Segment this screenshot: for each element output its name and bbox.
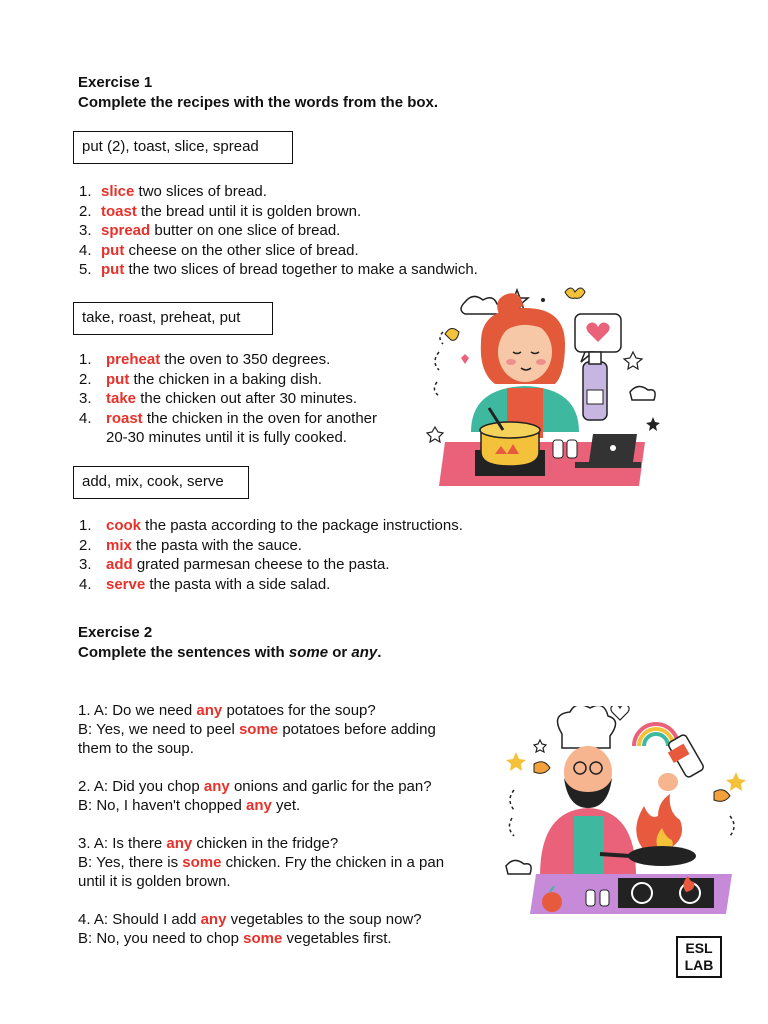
answer-word: some <box>238 721 279 738</box>
sentence-line <box>78 777 432 796</box>
esl-lab-logo <box>676 936 722 978</box>
step-text <box>106 350 330 370</box>
step-rest: the pasta according to the package instructions. <box>141 517 463 534</box>
step-rest: two slices of bread. <box>134 183 267 200</box>
answer-word: some <box>243 930 283 947</box>
sentence-line <box>78 910 422 929</box>
exercise2-item-1 <box>78 701 436 758</box>
recipe-list-1 <box>79 182 478 280</box>
answer-word: any <box>245 797 272 814</box>
step-rest: the bread until it is golden brown. <box>136 202 362 220</box>
step-continuation: 20-30 minutes until it is fully cooked. <box>106 429 347 447</box>
answer-word: serve <box>106 575 146 593</box>
answer-word: any <box>166 835 193 852</box>
step-number: 2. <box>79 202 92 220</box>
sentence-text: onions and garlic for the pan? <box>229 778 432 795</box>
recipe-step <box>79 516 463 536</box>
sentence-text: potatoes before adding <box>278 721 436 738</box>
answer-word: take <box>106 390 137 408</box>
step-rest: the pasta with the sauce. <box>131 536 302 554</box>
word-box-2: take, roast, preheat, put <box>73 302 273 335</box>
step-number: 5. <box>79 261 92 279</box>
exercise2-item-3 <box>78 834 444 891</box>
sentence-text: vegetables to the soup now? <box>226 911 422 928</box>
answer-word: cook <box>106 517 142 534</box>
exercise2-item-2 <box>78 777 432 815</box>
step-rest: the two slices of bread together to make a sandwich. <box>124 261 478 279</box>
recipe-step <box>79 202 478 222</box>
exercise1-instruction: Complete the recipes with the words from the box. <box>78 94 439 111</box>
step-rest: the chicken in a baking dish. <box>129 370 322 388</box>
step-rest: the oven to 350 degrees. <box>160 351 331 368</box>
recipe-step <box>79 555 463 575</box>
answer-word: put <box>101 241 125 259</box>
step-text <box>101 182 267 202</box>
logo-line2: LAB <box>684 957 714 973</box>
step-number: 1. <box>79 517 92 534</box>
step-text <box>101 241 359 261</box>
logo-line1: ESL <box>685 940 713 956</box>
step-number: 4. <box>79 409 92 427</box>
answer-word: slice <box>101 183 135 200</box>
step-number: 1. <box>79 351 92 368</box>
sentence-line <box>78 701 436 720</box>
answer-word: any <box>203 778 230 795</box>
step-text <box>106 555 390 575</box>
sentence-text: vegetables first. <box>282 930 392 947</box>
step-rest: the pasta with a side salad. <box>145 575 331 593</box>
recipe-step <box>79 409 377 448</box>
recipe-step <box>79 350 377 370</box>
answer-word: any <box>200 911 227 928</box>
answer-word: mix <box>106 536 132 554</box>
step-number: 3. <box>79 222 92 240</box>
woman-cooking-illustration <box>425 282 665 492</box>
sentence-line <box>78 720 436 739</box>
sentence-line <box>78 739 436 758</box>
answer-word: put <box>106 370 130 388</box>
step-text <box>101 221 340 241</box>
recipe-step <box>79 260 478 280</box>
recipe-list-3 <box>79 516 463 594</box>
sentence-line <box>78 872 444 891</box>
sentence-text: B: Yes, we need to peel <box>78 721 239 738</box>
step-text <box>106 389 357 409</box>
exercise2-title: Exercise 2 <box>78 624 153 641</box>
step-rest: grated parmesan cheese to the pasta. <box>132 556 390 574</box>
sentence-text: chicken in the fridge? <box>192 835 339 852</box>
step-number: 4. <box>79 575 92 593</box>
step-number: 2. <box>79 370 92 388</box>
sentence-line <box>78 834 444 853</box>
recipe-step <box>79 575 463 595</box>
step-text <box>106 409 377 448</box>
sentence-text: B: Yes, there is <box>78 854 183 871</box>
recipe-step <box>79 221 478 241</box>
answer-word: some <box>182 854 222 871</box>
chef-cooking-illustration <box>500 706 750 920</box>
sentence-text: chicken. Fry the chicken in a pan <box>221 854 445 871</box>
word-box-3: add, mix, cook, serve <box>73 466 249 499</box>
recipe-step <box>79 370 377 390</box>
sentence-text: yet. <box>271 797 301 814</box>
sentence-line <box>78 853 444 872</box>
step-text <box>101 260 478 280</box>
step-rest: butter on one slice of bread. <box>150 222 341 240</box>
sentence-text: them to the soup. <box>78 740 194 757</box>
recipe-step <box>79 182 478 202</box>
step-number: 3. <box>79 390 92 408</box>
answer-word: preheat <box>106 351 161 368</box>
sentence-text: B: No, I haven't chopped <box>78 797 246 814</box>
sentence-text: potatoes for the soup? <box>222 702 376 719</box>
step-text <box>106 536 302 556</box>
exercise1-title: Exercise 1 <box>78 74 153 91</box>
recipe-list-2 <box>79 350 377 448</box>
step-number: 2. <box>79 536 92 554</box>
sentence-text: 3. A: Is there <box>78 835 167 852</box>
step-rest: cheese on the other slice of bread. <box>124 241 359 259</box>
answer-word: add <box>106 556 133 574</box>
recipe-step <box>79 389 377 409</box>
step-number: 3. <box>79 556 92 574</box>
sentence-text: until it is golden brown. <box>78 873 231 890</box>
step-text <box>106 370 322 390</box>
exercise2-item-4 <box>78 910 422 948</box>
recipe-step <box>79 241 478 261</box>
step-number: 4. <box>79 241 92 259</box>
sentence-text: 2. A: Did you chop <box>78 778 204 795</box>
answer-word: toast <box>101 202 137 220</box>
step-rest: the chicken in the oven for another <box>142 409 378 427</box>
sentence-line <box>78 929 422 948</box>
word-box-1: put (2), toast, slice, spread <box>73 131 293 164</box>
sentence-text: B: No, you need to chop <box>78 930 244 947</box>
step-text <box>101 202 361 222</box>
sentence-text: 1. A: Do we need <box>78 702 197 719</box>
answer-word: any <box>196 702 223 719</box>
step-text <box>106 575 330 595</box>
recipe-step <box>79 536 463 556</box>
sentence-text: 4. A: Should I add <box>78 911 201 928</box>
answer-word: roast <box>106 409 143 427</box>
step-number: 1. <box>79 183 92 200</box>
answer-word: put <box>101 261 125 279</box>
answer-word: spread <box>101 222 151 240</box>
step-rest: the chicken out after 30 minutes. <box>136 390 357 408</box>
sentence-line <box>78 796 432 815</box>
step-text <box>106 516 463 536</box>
exercise2-instruction: Complete the sentences with some or any. <box>78 644 382 661</box>
